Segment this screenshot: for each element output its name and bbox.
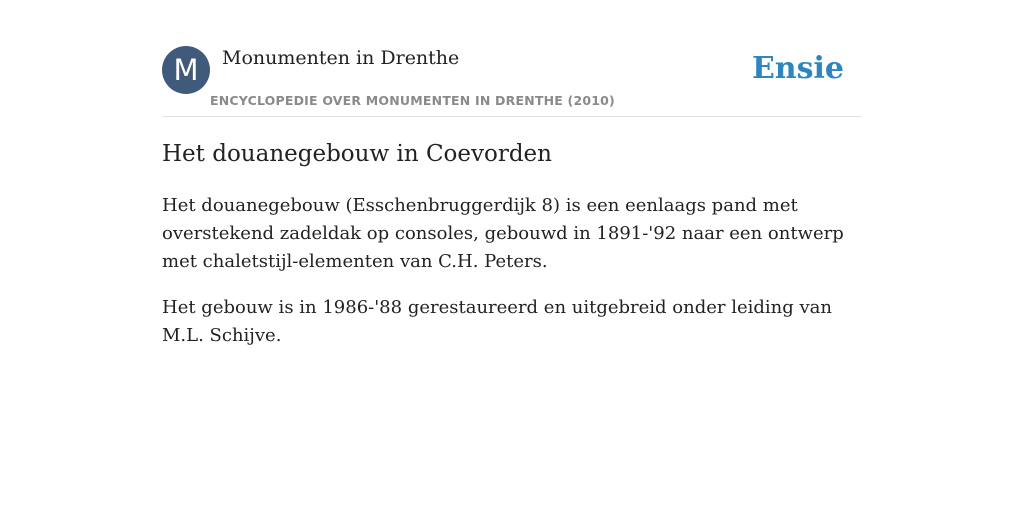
ensie-logo[interactable]: Ensie xyxy=(751,51,844,86)
source-subtitle: ENCYCLOPEDIE OVER MONUMENTEN IN DRENTHE (2010) xyxy=(210,93,615,108)
article xyxy=(162,138,862,368)
source-header xyxy=(162,46,862,117)
article-paragraph: Het douanegebouw (Esschenbruggerdijk 8) is een eenlaags pand met overstekend zadeldak op consoles, gebouwd in 1891-'92 naar een ontwerp met chaletstijl-elementen van C.H. Peters. xyxy=(162,195,844,272)
source-title[interactable]: Monumenten in Drenthe xyxy=(222,47,460,69)
article-title: Het douanegebouw in Coevorden xyxy=(162,141,552,167)
source-avatar[interactable]: M xyxy=(162,46,210,94)
article-paragraph: Het gebouw is in 1986-'88 gerestaureerd en uitgebreid onder leiding van M.L. Schijve. xyxy=(162,297,833,346)
